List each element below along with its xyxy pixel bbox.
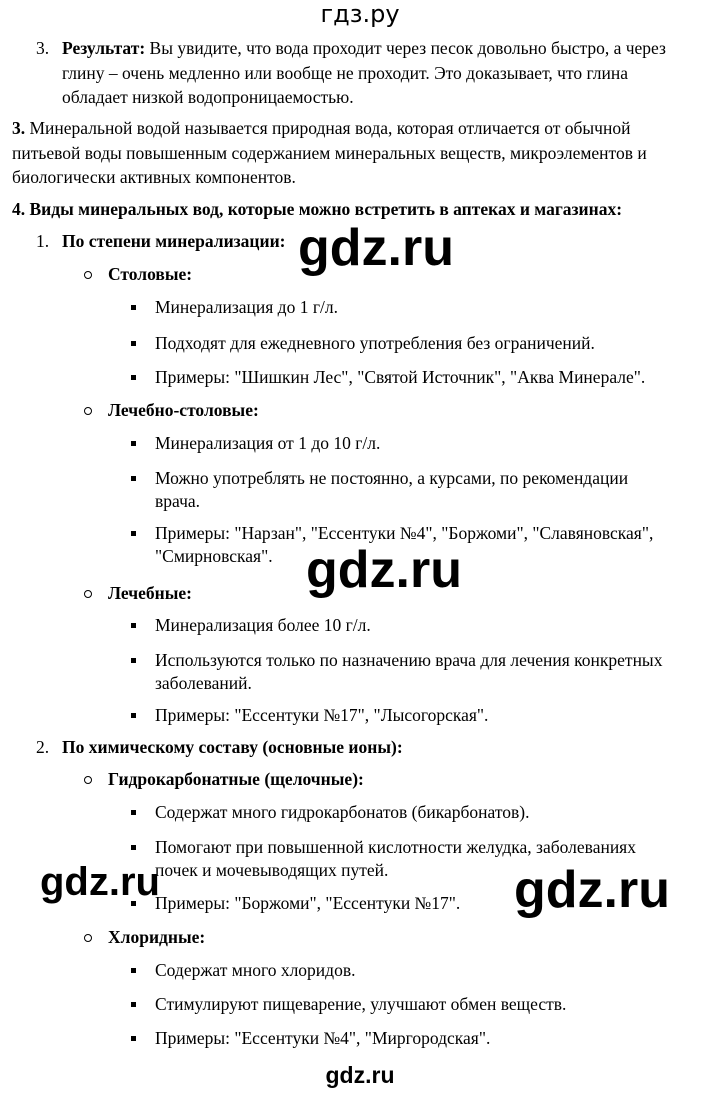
- group-title: Гидрокарбонатные (щелочные):: [108, 769, 364, 789]
- square-bullet-icon: [131, 845, 136, 850]
- list-item: Можно употреблять не постоянно, а курсами, по рекомендации: [155, 468, 629, 488]
- list-item: Примеры: "Боржоми", "Ессентуки №17".: [155, 893, 461, 913]
- section-title: Виды минеральных вод, которые можно встретить в аптеках и магазинах:: [29, 199, 623, 219]
- list-item: Минерализация более 10 г/л.: [155, 615, 371, 635]
- circle-bullet-icon: [84, 590, 92, 598]
- square-bullet-icon: [131, 441, 136, 446]
- list-item: Примеры: "Нарзан", "Ессентуки №4", "Боржоми", "Славяновская",: [155, 523, 654, 543]
- paragraph-number: 3.: [12, 118, 26, 138]
- watermark: gdz.ru: [40, 860, 160, 904]
- square-bullet-icon: [131, 341, 136, 346]
- list-item: Подходят для ежедневного употребления без ограничений.: [155, 333, 595, 353]
- watermark: gdz.ru: [306, 541, 462, 599]
- group-title: Столовые:: [108, 264, 193, 284]
- result-line-2: глину – очень медленно или вообще не проходит. Это доказывает, что глина: [62, 63, 629, 83]
- watermark: gdz.ru: [514, 861, 670, 919]
- list-item: Примеры: "Ессентуки №17", "Лысогорская".: [155, 705, 489, 725]
- result-label: Результат:: [62, 38, 146, 58]
- square-bullet-icon: [131, 1036, 136, 1041]
- section-heading: [12, 198, 622, 220]
- square-bullet-icon: [131, 658, 136, 663]
- list-item: Содержат много гидрокарбонатов (бикарбонатов).: [155, 802, 530, 822]
- list-item-continued: врача.: [155, 491, 201, 511]
- square-bullet-icon: [131, 305, 136, 310]
- circle-bullet-icon: [84, 776, 92, 784]
- square-bullet-icon: [131, 713, 136, 718]
- definition-line-3: биологически активных компонентов.: [12, 167, 296, 187]
- list-item-continued: "Смирновская".: [155, 546, 273, 566]
- square-bullet-icon: [131, 623, 136, 628]
- definition-line-2: питьевой воды повышенным содержанием минеральных веществ, микроэлементов и: [12, 143, 647, 163]
- list-item: Содержат много хлоридов.: [155, 960, 356, 980]
- subsection-title: По степени минерализации:: [62, 231, 286, 251]
- circle-bullet-icon: [84, 934, 92, 942]
- definition-text: Минеральной водой называется природная вода, которая отличается от обычной: [29, 118, 631, 138]
- list-item: Минерализация от 1 до 10 г/л.: [155, 433, 381, 453]
- group-title: Хлоридные:: [108, 927, 206, 947]
- result-line-1: [62, 37, 666, 59]
- square-bullet-icon: [131, 810, 136, 815]
- list-number: 3.: [36, 38, 50, 58]
- list-item-continued: почек и мочевыводящих путей.: [155, 860, 389, 880]
- square-bullet-icon: [131, 375, 136, 380]
- list-item-continued: заболеваний.: [155, 673, 252, 693]
- square-bullet-icon: [131, 476, 136, 481]
- list-item: Примеры: "Шишкин Лес", "Святой Источник", "Аква Минерале".: [155, 367, 646, 387]
- definition-line-1: [12, 117, 630, 139]
- group-title: Лечебные:: [108, 583, 192, 603]
- subsection-title: По химическому составу (основные ионы):: [62, 737, 403, 757]
- square-bullet-icon: [131, 968, 136, 973]
- circle-bullet-icon: [84, 271, 92, 279]
- result-text: Вы увидите, что вода проходит через песок довольно быстро, а через: [149, 38, 666, 58]
- list-item: Минерализация до 1 г/л.: [155, 297, 338, 317]
- circle-bullet-icon: [84, 407, 92, 415]
- list-number: 1.: [36, 231, 50, 251]
- list-item: Стимулируют пищеварение, улучшают обмен веществ.: [155, 994, 567, 1014]
- list-item: Используются только по назначению врача для лечения конкретных: [155, 650, 663, 670]
- paragraph-number: 4.: [12, 199, 26, 219]
- result-line-3: обладает низкой водопроницаемостью.: [62, 87, 354, 107]
- square-bullet-icon: [131, 1002, 136, 1007]
- list-item: Примеры: "Ессентуки №4", "Миргородская".: [155, 1028, 491, 1048]
- list-item: Помогают при повышенной кислотности желудка, заболеваниях: [155, 837, 636, 857]
- site-footer: gdz.ru: [325, 1062, 395, 1088]
- site-header: гдз.ру: [320, 0, 400, 28]
- square-bullet-icon: [131, 531, 136, 536]
- group-title: Лечебно-столовые:: [108, 400, 259, 420]
- watermark: gdz.ru: [298, 219, 454, 277]
- list-number: 2.: [36, 737, 50, 757]
